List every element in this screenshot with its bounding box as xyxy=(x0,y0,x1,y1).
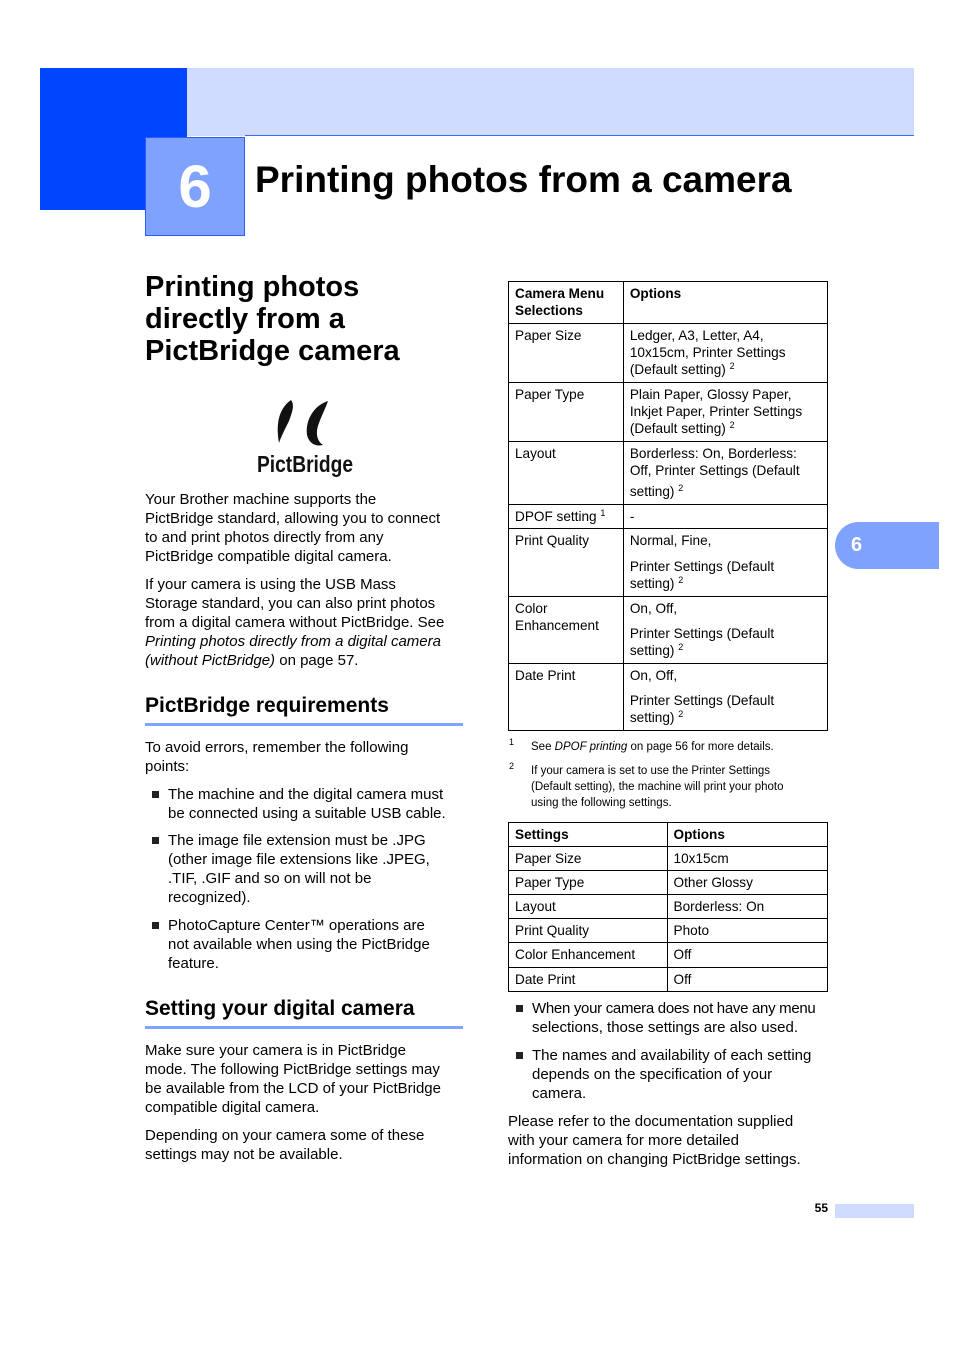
table-cell: Layout xyxy=(509,895,668,919)
svg-text:PictBridge: PictBridge xyxy=(257,451,353,477)
menu-options-cell: On, Off, Printer Settings (Default setting) $^2$ xyxy=(623,664,827,731)
cross-reference-link[interactable]: Printing photos directly from a digital camera xyxy=(145,633,441,650)
requirement-bullet: The image file extension must be .JPG (other image file extensions like .JPEG, .TIF, .GIF and so on will not be recognized). xyxy=(145,831,475,907)
footnote-2-number: 2 xyxy=(509,761,515,771)
setting-paragraph-1: Make sure your camera is in PictBridge mode. The following PictBridge settings may be available from the LCD of your PictBridge compatible digital camera. xyxy=(145,1042,441,1116)
requirements-lead: To avoid errors, remember the following points: xyxy=(145,739,409,775)
table-row xyxy=(509,968,828,992)
bullet-square-icon xyxy=(516,1005,523,1012)
setting-paragraph-2: Depending on your camera some of these settings may not be available. xyxy=(145,1127,425,1163)
table-cell: Paper Size xyxy=(509,847,668,871)
table-row xyxy=(509,664,828,731)
chapter-side-tab[interactable]: 6 xyxy=(835,522,939,569)
table-row xyxy=(509,895,828,919)
bullet-square-icon xyxy=(152,837,159,844)
menu-options-cell: Plain Paper, Glossy Paper, Inkjet Paper, Printer Settings (Default setting) $^2$ xyxy=(623,383,827,442)
menu-name-cell: Paper Size xyxy=(509,324,624,383)
page-footer-bar xyxy=(835,1204,914,1218)
bullet-square-icon xyxy=(516,1052,523,1059)
menu-name-cell: Color Enhancement xyxy=(509,597,624,664)
table-row xyxy=(509,943,828,968)
closing-paragraph: Please refer to the documentation supplied with your camera for more detailed information on changing PictBridge settings. xyxy=(508,1113,801,1168)
table-cell: Borderless: On xyxy=(667,895,827,919)
table-header-cell: Camera Menu Selections xyxy=(509,282,624,324)
table-cell: Other Glossy xyxy=(667,871,827,895)
table-cell: Off xyxy=(667,943,827,968)
table-row xyxy=(509,505,828,529)
page-number: 55 xyxy=(814,1201,828,1215)
table-header-cell: Options xyxy=(667,823,827,847)
chapter-number: 6 xyxy=(145,137,245,236)
intro-paragraph-1: Your Brother machine supports the PictBridge standard, allowing you to connect to and print photos directly from any PictBridge compatible digital camera. xyxy=(145,491,441,565)
requirements-heading: PictBridge requirements xyxy=(145,694,389,717)
section-title: Printing photos directly from a PictBridge camera xyxy=(145,271,400,367)
menu-options-cell: Normal, Fine, Printer Settings (Default setting) $^2$ xyxy=(623,529,827,597)
table-cell: Paper Type xyxy=(509,871,668,895)
note-bullet: When your camera does not have any menu selections, those settings are also used. xyxy=(509,999,839,1037)
table-cell: Off xyxy=(667,968,827,992)
table-cell: Color Enhancement xyxy=(509,943,668,968)
bullet-square-icon xyxy=(152,922,159,929)
menu-options-cell: Ledger, A3, Letter, A4, 10x15cm, Printer Settings (Default setting) $^2$ xyxy=(623,324,827,383)
table-row xyxy=(509,383,828,442)
requirement-bullet: The machine and the digital camera must be connected using a suitable USB cable. xyxy=(145,785,475,823)
table-header-cell: Options xyxy=(623,282,827,324)
chapter-title: Printing photos from a camera xyxy=(255,159,792,200)
table-row xyxy=(509,597,828,664)
footnote-1-link[interactable]: DPOF printing xyxy=(554,741,628,753)
table-row xyxy=(509,324,828,383)
menu-name-cell: Date Print xyxy=(509,664,624,731)
header-rule xyxy=(245,135,914,136)
table-cell: 10x15cm xyxy=(667,847,827,871)
table-cell: Print Quality xyxy=(509,919,668,943)
requirement-bullet: PhotoCapture Center™ operations are not available when using the PictBridge feature. xyxy=(145,916,475,973)
pictbridge-logo xyxy=(245,395,365,480)
table-row xyxy=(509,847,828,871)
menu-name-cell: Layout xyxy=(509,442,624,505)
table-row xyxy=(509,529,828,597)
setting-heading: Setting your digital camera xyxy=(145,997,415,1020)
menu-name-cell: Paper Type xyxy=(509,383,624,442)
menu-options-cell: Borderless: On, Borderless: Off, Printer Settings (Default setting) $^2$ xyxy=(623,442,827,505)
table-cell: Photo xyxy=(667,919,827,943)
table-row xyxy=(509,871,828,895)
intro-paragraph-2: If your camera is using the USB Mass Storage standard, you can also print photos from a digital camera without PictBridge. See Printing photos directly from a digital camera (without PictBridge) on page 57. xyxy=(145,576,445,669)
table-header-cell: Settings xyxy=(509,823,668,847)
menu-name-cell: DPOF setting $^1$ xyxy=(509,505,624,529)
footnote-1: See DPOF printing on page 56 for more details. xyxy=(531,741,774,753)
menu-name-cell: Print Quality xyxy=(509,529,624,597)
footnote-1-number: 1 xyxy=(509,737,515,747)
note-bullet: The names and availability of each setting depends on the specification of your camera. xyxy=(509,1046,839,1103)
menu-options-cell: - xyxy=(623,505,827,529)
table-header-row xyxy=(509,282,828,324)
table-header-row xyxy=(509,823,828,847)
bullet-square-icon xyxy=(152,791,159,798)
table-row xyxy=(509,919,828,943)
header-band-light xyxy=(186,68,914,136)
default-settings-table xyxy=(508,822,828,992)
setting-heading-rule xyxy=(145,1026,463,1029)
requirements-heading-rule xyxy=(145,723,463,726)
camera-menu-table xyxy=(508,281,828,731)
menu-options-cell: On, Off, Printer Settings (Default setting) $^2$ xyxy=(623,597,827,664)
table-cell: Date Print xyxy=(509,968,668,992)
table-row xyxy=(509,442,828,505)
cross-reference-link-cont[interactable]: (without PictBridge) xyxy=(145,652,276,669)
footnote-2: If your camera is set to use the Printer Settings (Default setting), the machine will print your photo using the following settings. xyxy=(531,765,784,809)
